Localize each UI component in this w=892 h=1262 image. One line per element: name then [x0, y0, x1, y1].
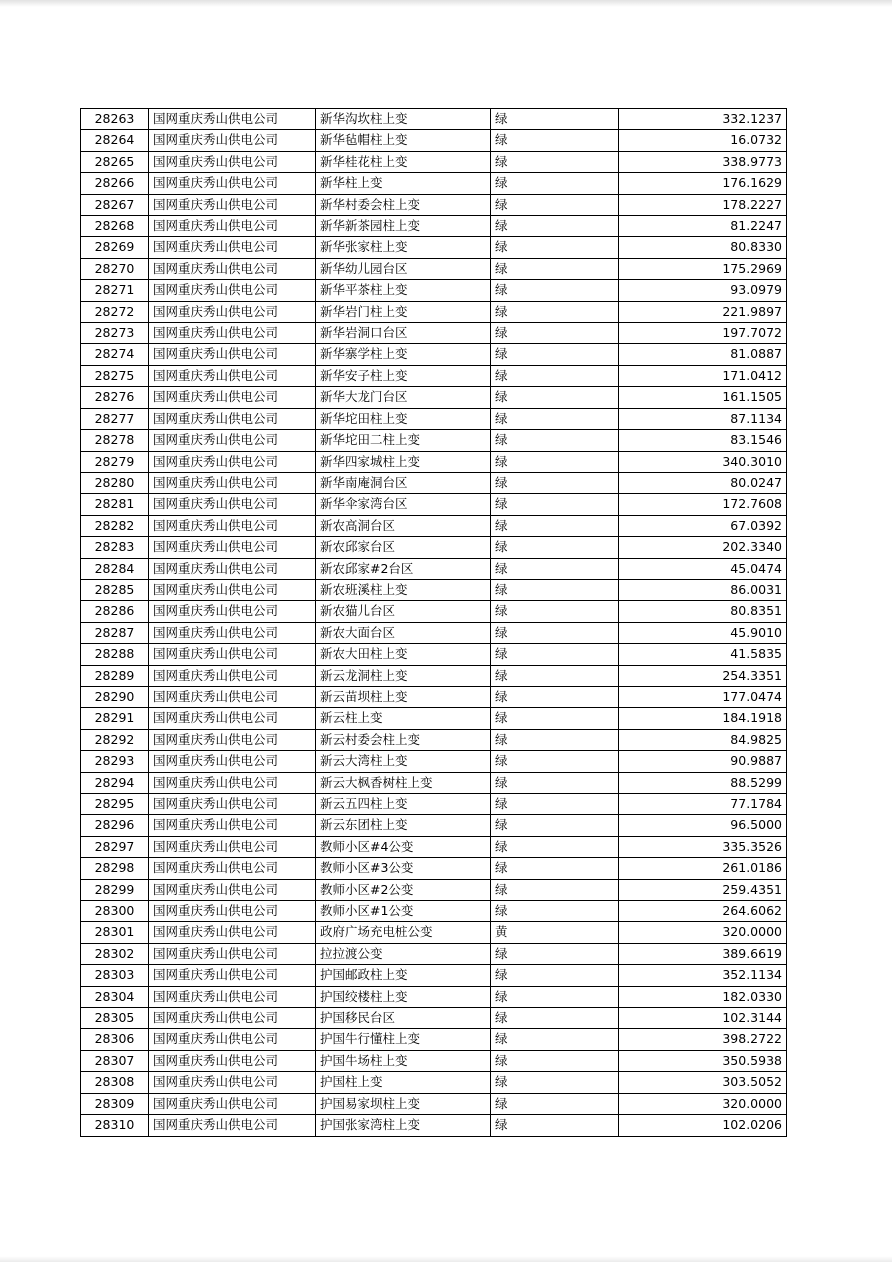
cell-value: 45.9010 — [619, 622, 787, 643]
cell-status-color: 绿 — [491, 494, 619, 515]
cell-value: 172.7608 — [619, 494, 787, 515]
cell-value: 197.7072 — [619, 323, 787, 344]
cell-status-color: 绿 — [491, 323, 619, 344]
cell-station-name: 护国牛场柱上变 — [316, 1050, 491, 1071]
cell-row-id: 28273 — [81, 323, 149, 344]
cell-company: 国网重庆秀山供电公司 — [149, 387, 316, 408]
table-row — [81, 151, 787, 172]
cell-status-color: 绿 — [491, 109, 619, 130]
table-row — [81, 194, 787, 215]
cell-status-color: 绿 — [491, 772, 619, 793]
cell-station-name: 新华毡帽柱上变 — [316, 130, 491, 151]
cell-company: 国网重庆秀山供电公司 — [149, 665, 316, 686]
cell-value: 202.3340 — [619, 537, 787, 558]
table-row — [81, 1050, 787, 1071]
cell-status-color: 绿 — [491, 1072, 619, 1093]
cell-row-id: 28292 — [81, 729, 149, 750]
cell-row-id: 28293 — [81, 751, 149, 772]
cell-company: 国网重庆秀山供电公司 — [149, 1115, 316, 1136]
cell-value: 177.0474 — [619, 686, 787, 707]
cell-status-color: 绿 — [491, 708, 619, 729]
cell-station-name: 新云五四柱上变 — [316, 794, 491, 815]
cell-value: 87.1134 — [619, 408, 787, 429]
cell-row-id: 28283 — [81, 537, 149, 558]
cell-value: 102.0206 — [619, 1115, 787, 1136]
cell-row-id: 28282 — [81, 515, 149, 536]
cell-status-color: 绿 — [491, 879, 619, 900]
table-row — [81, 1072, 787, 1093]
table-row — [81, 109, 787, 130]
cell-row-id: 28305 — [81, 1008, 149, 1029]
cell-value: 259.4351 — [619, 879, 787, 900]
cell-status-color: 绿 — [491, 751, 619, 772]
cell-station-name: 新云大枫香树柱上变 — [316, 772, 491, 793]
cell-status-color: 绿 — [491, 665, 619, 686]
cell-value: 261.0186 — [619, 858, 787, 879]
cell-company: 国网重庆秀山供电公司 — [149, 794, 316, 815]
cell-value: 83.1546 — [619, 430, 787, 451]
cell-company: 国网重庆秀山供电公司 — [149, 943, 316, 964]
cell-station-name: 新云龙洞柱上变 — [316, 665, 491, 686]
table-row — [81, 794, 787, 815]
cell-row-id: 28270 — [81, 258, 149, 279]
table-row — [81, 515, 787, 536]
cell-station-name: 护国张家湾柱上变 — [316, 1115, 491, 1136]
table-row — [81, 494, 787, 515]
cell-company: 国网重庆秀山供电公司 — [149, 986, 316, 1007]
cell-company: 国网重庆秀山供电公司 — [149, 237, 316, 258]
cell-status-color: 绿 — [491, 622, 619, 643]
table-row — [81, 558, 787, 579]
table-row — [81, 173, 787, 194]
table-row — [81, 280, 787, 301]
cell-status-color: 绿 — [491, 408, 619, 429]
cell-status-color: 绿 — [491, 686, 619, 707]
cell-station-name: 新华平茶柱上变 — [316, 280, 491, 301]
cell-station-name: 教师小区#4公变 — [316, 836, 491, 857]
cell-status-color: 绿 — [491, 1050, 619, 1071]
cell-value: 67.0392 — [619, 515, 787, 536]
cell-company: 国网重庆秀山供电公司 — [149, 301, 316, 322]
cell-company: 国网重庆秀山供电公司 — [149, 537, 316, 558]
cell-value: 254.3351 — [619, 665, 787, 686]
cell-status-color: 绿 — [491, 1008, 619, 1029]
cell-row-id: 28289 — [81, 665, 149, 686]
table-row — [81, 686, 787, 707]
cell-company: 国网重庆秀山供电公司 — [149, 815, 316, 836]
cell-row-id: 28265 — [81, 151, 149, 172]
cell-value: 96.5000 — [619, 815, 787, 836]
cell-status-color: 黄 — [491, 922, 619, 943]
cell-value: 175.2969 — [619, 258, 787, 279]
cell-row-id: 28299 — [81, 879, 149, 900]
cell-row-id: 28276 — [81, 387, 149, 408]
cell-station-name: 新华大龙门台区 — [316, 387, 491, 408]
cell-status-color: 绿 — [491, 1029, 619, 1050]
table-row — [81, 237, 787, 258]
cell-company: 国网重庆秀山供电公司 — [149, 644, 316, 665]
cell-status-color: 绿 — [491, 1115, 619, 1136]
cell-station-name: 护国绞楼柱上变 — [316, 986, 491, 1007]
cell-company: 国网重庆秀山供电公司 — [149, 708, 316, 729]
cell-station-name: 护国牛行懂柱上变 — [316, 1029, 491, 1050]
cell-company: 国网重庆秀山供电公司 — [149, 194, 316, 215]
table-row — [81, 579, 787, 600]
cell-value: 182.0330 — [619, 986, 787, 1007]
cell-value: 81.0887 — [619, 344, 787, 365]
cell-value: 352.1134 — [619, 965, 787, 986]
cell-value: 88.5299 — [619, 772, 787, 793]
cell-station-name: 新农大面台区 — [316, 622, 491, 643]
cell-station-name: 新农邱家#2台区 — [316, 558, 491, 579]
table-row — [81, 537, 787, 558]
cell-company: 国网重庆秀山供电公司 — [149, 430, 316, 451]
cell-company: 国网重庆秀山供电公司 — [149, 130, 316, 151]
cell-status-color: 绿 — [491, 601, 619, 622]
cell-company: 国网重庆秀山供电公司 — [149, 558, 316, 579]
cell-row-id: 28271 — [81, 280, 149, 301]
cell-row-id: 28296 — [81, 815, 149, 836]
cell-station-name: 新农邱家台区 — [316, 537, 491, 558]
cell-status-color: 绿 — [491, 729, 619, 750]
cell-station-name: 新华南庵洞台区 — [316, 472, 491, 493]
cell-company: 国网重庆秀山供电公司 — [149, 1072, 316, 1093]
cell-station-name: 新华桂花柱上变 — [316, 151, 491, 172]
cell-station-name: 新华沟坎柱上变 — [316, 109, 491, 130]
cell-value: 335.3526 — [619, 836, 787, 857]
cell-status-color: 绿 — [491, 644, 619, 665]
cell-station-name: 新华伞家湾台区 — [316, 494, 491, 515]
cell-company: 国网重庆秀山供电公司 — [149, 494, 316, 515]
cell-row-id: 28288 — [81, 644, 149, 665]
cell-station-name: 护国柱上变 — [316, 1072, 491, 1093]
cell-company: 国网重庆秀山供电公司 — [149, 879, 316, 900]
cell-company: 国网重庆秀山供电公司 — [149, 772, 316, 793]
cell-status-color: 绿 — [491, 965, 619, 986]
cell-row-id: 28309 — [81, 1093, 149, 1114]
table-row — [81, 772, 787, 793]
cell-row-id: 28287 — [81, 622, 149, 643]
cell-company: 国网重庆秀山供电公司 — [149, 408, 316, 429]
cell-company: 国网重庆秀山供电公司 — [149, 965, 316, 986]
cell-row-id: 28295 — [81, 794, 149, 815]
cell-company: 国网重庆秀山供电公司 — [149, 622, 316, 643]
cell-value: 332.1237 — [619, 109, 787, 130]
cell-company: 国网重庆秀山供电公司 — [149, 729, 316, 750]
table-container — [80, 108, 787, 1137]
cell-row-id: 28278 — [81, 430, 149, 451]
cell-status-color: 绿 — [491, 537, 619, 558]
cell-company: 国网重庆秀山供电公司 — [149, 173, 316, 194]
cell-station-name: 新华安子柱上变 — [316, 365, 491, 386]
table-row — [81, 472, 787, 493]
cell-row-id: 28290 — [81, 686, 149, 707]
cell-status-color: 绿 — [491, 365, 619, 386]
cell-status-color: 绿 — [491, 237, 619, 258]
cell-row-id: 28263 — [81, 109, 149, 130]
cell-value: 161.1505 — [619, 387, 787, 408]
cell-station-name: 新华四家城柱上变 — [316, 451, 491, 472]
table-row — [81, 665, 787, 686]
cell-status-color: 绿 — [491, 151, 619, 172]
cell-row-id: 28286 — [81, 601, 149, 622]
cell-station-name: 新华坨田二柱上变 — [316, 430, 491, 451]
table-row — [81, 408, 787, 429]
cell-status-color: 绿 — [491, 194, 619, 215]
cell-status-color: 绿 — [491, 515, 619, 536]
table-row — [81, 815, 787, 836]
table-row — [81, 430, 787, 451]
cell-row-id: 28298 — [81, 858, 149, 879]
cell-row-id: 28284 — [81, 558, 149, 579]
cell-station-name: 新华村委会柱上变 — [316, 194, 491, 215]
cell-value: 320.0000 — [619, 922, 787, 943]
table-row — [81, 751, 787, 772]
cell-value: 221.9897 — [619, 301, 787, 322]
data-table — [80, 108, 787, 1137]
table-row — [81, 943, 787, 964]
cell-company: 国网重庆秀山供电公司 — [149, 922, 316, 943]
cell-status-color: 绿 — [491, 858, 619, 879]
table-row — [81, 216, 787, 237]
cell-value: 102.3144 — [619, 1008, 787, 1029]
cell-value: 45.0474 — [619, 558, 787, 579]
cell-status-color: 绿 — [491, 815, 619, 836]
cell-station-name: 新华岩门柱上变 — [316, 301, 491, 322]
cell-company: 国网重庆秀山供电公司 — [149, 515, 316, 536]
cell-row-id: 28272 — [81, 301, 149, 322]
cell-value: 77.1784 — [619, 794, 787, 815]
table-row — [81, 258, 787, 279]
cell-row-id: 28303 — [81, 965, 149, 986]
cell-row-id: 28267 — [81, 194, 149, 215]
cell-company: 国网重庆秀山供电公司 — [149, 323, 316, 344]
cell-row-id: 28279 — [81, 451, 149, 472]
table-row — [81, 965, 787, 986]
cell-station-name: 新农猫儿台区 — [316, 601, 491, 622]
cell-company: 国网重庆秀山供电公司 — [149, 1093, 316, 1114]
cell-value: 176.1629 — [619, 173, 787, 194]
cell-value: 303.5052 — [619, 1072, 787, 1093]
table-row — [81, 365, 787, 386]
cell-station-name: 新云村委会柱上变 — [316, 729, 491, 750]
cell-row-id: 28268 — [81, 216, 149, 237]
table-row — [81, 301, 787, 322]
cell-status-color: 绿 — [491, 258, 619, 279]
cell-value: 86.0031 — [619, 579, 787, 600]
cell-status-color: 绿 — [491, 901, 619, 922]
cell-value: 84.9825 — [619, 729, 787, 750]
cell-value: 350.5938 — [619, 1050, 787, 1071]
cell-station-name: 教师小区#2公变 — [316, 879, 491, 900]
cell-station-name: 新云苗坝柱上变 — [316, 686, 491, 707]
cell-status-color: 绿 — [491, 430, 619, 451]
cell-status-color: 绿 — [491, 794, 619, 815]
cell-row-id: 28264 — [81, 130, 149, 151]
cell-station-name: 护国移民台区 — [316, 1008, 491, 1029]
cell-company: 国网重庆秀山供电公司 — [149, 1008, 316, 1029]
cell-company: 国网重庆秀山供电公司 — [149, 858, 316, 879]
cell-status-color: 绿 — [491, 472, 619, 493]
table-row — [81, 622, 787, 643]
cell-company: 国网重庆秀山供电公司 — [149, 472, 316, 493]
cell-status-color: 绿 — [491, 301, 619, 322]
cell-station-name: 新华柱上变 — [316, 173, 491, 194]
table-row — [81, 323, 787, 344]
table-row — [81, 729, 787, 750]
table-body — [81, 109, 787, 1137]
table-row — [81, 644, 787, 665]
cell-station-name: 教师小区#3公变 — [316, 858, 491, 879]
cell-company: 国网重庆秀山供电公司 — [149, 280, 316, 301]
cell-value: 41.5835 — [619, 644, 787, 665]
cell-station-name: 新云东团柱上变 — [316, 815, 491, 836]
table-row — [81, 451, 787, 472]
page-edge-shadow-bottom — [0, 1256, 892, 1262]
table-row — [81, 986, 787, 1007]
cell-status-color: 绿 — [491, 173, 619, 194]
cell-value: 389.6619 — [619, 943, 787, 964]
table-row — [81, 708, 787, 729]
cell-station-name: 新华寨学柱上变 — [316, 344, 491, 365]
cell-value: 80.8330 — [619, 237, 787, 258]
table-row — [81, 1093, 787, 1114]
cell-row-id: 28281 — [81, 494, 149, 515]
cell-row-id: 28291 — [81, 708, 149, 729]
cell-status-color: 绿 — [491, 280, 619, 301]
cell-value: 338.9773 — [619, 151, 787, 172]
cell-value: 264.6062 — [619, 901, 787, 922]
cell-station-name: 新云大湾柱上变 — [316, 751, 491, 772]
cell-value: 178.2227 — [619, 194, 787, 215]
cell-station-name: 新华幼儿园台区 — [316, 258, 491, 279]
cell-row-id: 28308 — [81, 1072, 149, 1093]
cell-company: 国网重庆秀山供电公司 — [149, 365, 316, 386]
table-row — [81, 387, 787, 408]
cell-station-name: 新农高洞台区 — [316, 515, 491, 536]
cell-row-id: 28304 — [81, 986, 149, 1007]
page-edge-shadow-top — [0, 0, 892, 7]
cell-value: 340.3010 — [619, 451, 787, 472]
cell-station-name: 教师小区#1公变 — [316, 901, 491, 922]
cell-row-id: 28300 — [81, 901, 149, 922]
cell-company: 国网重庆秀山供电公司 — [149, 836, 316, 857]
cell-row-id: 28285 — [81, 579, 149, 600]
cell-station-name: 新农大田柱上变 — [316, 644, 491, 665]
table-row — [81, 836, 787, 857]
table-row — [81, 1008, 787, 1029]
table-row — [81, 1029, 787, 1050]
cell-status-color: 绿 — [491, 943, 619, 964]
cell-row-id: 28269 — [81, 237, 149, 258]
cell-row-id: 28302 — [81, 943, 149, 964]
table-row — [81, 601, 787, 622]
cell-company: 国网重庆秀山供电公司 — [149, 686, 316, 707]
table-row — [81, 858, 787, 879]
cell-company: 国网重庆秀山供电公司 — [149, 579, 316, 600]
cell-row-id: 28274 — [81, 344, 149, 365]
table-row — [81, 922, 787, 943]
cell-value: 81.2247 — [619, 216, 787, 237]
cell-value: 80.8351 — [619, 601, 787, 622]
cell-company: 国网重庆秀山供电公司 — [149, 258, 316, 279]
cell-status-color: 绿 — [491, 130, 619, 151]
table-row — [81, 879, 787, 900]
cell-value: 320.0000 — [619, 1093, 787, 1114]
cell-row-id: 28294 — [81, 772, 149, 793]
cell-company: 国网重庆秀山供电公司 — [149, 216, 316, 237]
cell-value: 398.2722 — [619, 1029, 787, 1050]
cell-value: 184.1918 — [619, 708, 787, 729]
cell-value: 171.0412 — [619, 365, 787, 386]
cell-status-color: 绿 — [491, 579, 619, 600]
cell-station-name: 新农班溪柱上变 — [316, 579, 491, 600]
cell-station-name: 新华张家柱上变 — [316, 237, 491, 258]
cell-value: 80.0247 — [619, 472, 787, 493]
cell-station-name: 护国易家坝柱上变 — [316, 1093, 491, 1114]
cell-company: 国网重庆秀山供电公司 — [149, 344, 316, 365]
cell-status-color: 绿 — [491, 451, 619, 472]
table-row — [81, 901, 787, 922]
cell-station-name: 政府广场充电桩公变 — [316, 922, 491, 943]
cell-status-color: 绿 — [491, 216, 619, 237]
table-row — [81, 130, 787, 151]
cell-row-id: 28277 — [81, 408, 149, 429]
cell-station-name: 新云柱上变 — [316, 708, 491, 729]
cell-status-color: 绿 — [491, 558, 619, 579]
cell-company: 国网重庆秀山供电公司 — [149, 1029, 316, 1050]
cell-company: 国网重庆秀山供电公司 — [149, 451, 316, 472]
cell-row-id: 28307 — [81, 1050, 149, 1071]
cell-row-id: 28275 — [81, 365, 149, 386]
cell-station-name: 护国邮政柱上变 — [316, 965, 491, 986]
cell-row-id: 28297 — [81, 836, 149, 857]
cell-value: 16.0732 — [619, 130, 787, 151]
cell-company: 国网重庆秀山供电公司 — [149, 751, 316, 772]
cell-row-id: 28266 — [81, 173, 149, 194]
cell-station-name: 新华岩洞口台区 — [316, 323, 491, 344]
cell-row-id: 28310 — [81, 1115, 149, 1136]
cell-status-color: 绿 — [491, 1093, 619, 1114]
cell-status-color: 绿 — [491, 836, 619, 857]
cell-value: 93.0979 — [619, 280, 787, 301]
cell-company: 国网重庆秀山供电公司 — [149, 1050, 316, 1071]
cell-company: 国网重庆秀山供电公司 — [149, 109, 316, 130]
cell-status-color: 绿 — [491, 387, 619, 408]
cell-status-color: 绿 — [491, 986, 619, 1007]
cell-company: 国网重庆秀山供电公司 — [149, 151, 316, 172]
table-row — [81, 1115, 787, 1136]
cell-company: 国网重庆秀山供电公司 — [149, 601, 316, 622]
cell-station-name: 拉拉渡公变 — [316, 943, 491, 964]
cell-station-name: 新华坨田柱上变 — [316, 408, 491, 429]
cell-status-color: 绿 — [491, 344, 619, 365]
cell-station-name: 新华新茶园柱上变 — [316, 216, 491, 237]
cell-row-id: 28306 — [81, 1029, 149, 1050]
cell-company: 国网重庆秀山供电公司 — [149, 901, 316, 922]
cell-row-id: 28301 — [81, 922, 149, 943]
table-row — [81, 344, 787, 365]
cell-value: 90.9887 — [619, 751, 787, 772]
cell-row-id: 28280 — [81, 472, 149, 493]
